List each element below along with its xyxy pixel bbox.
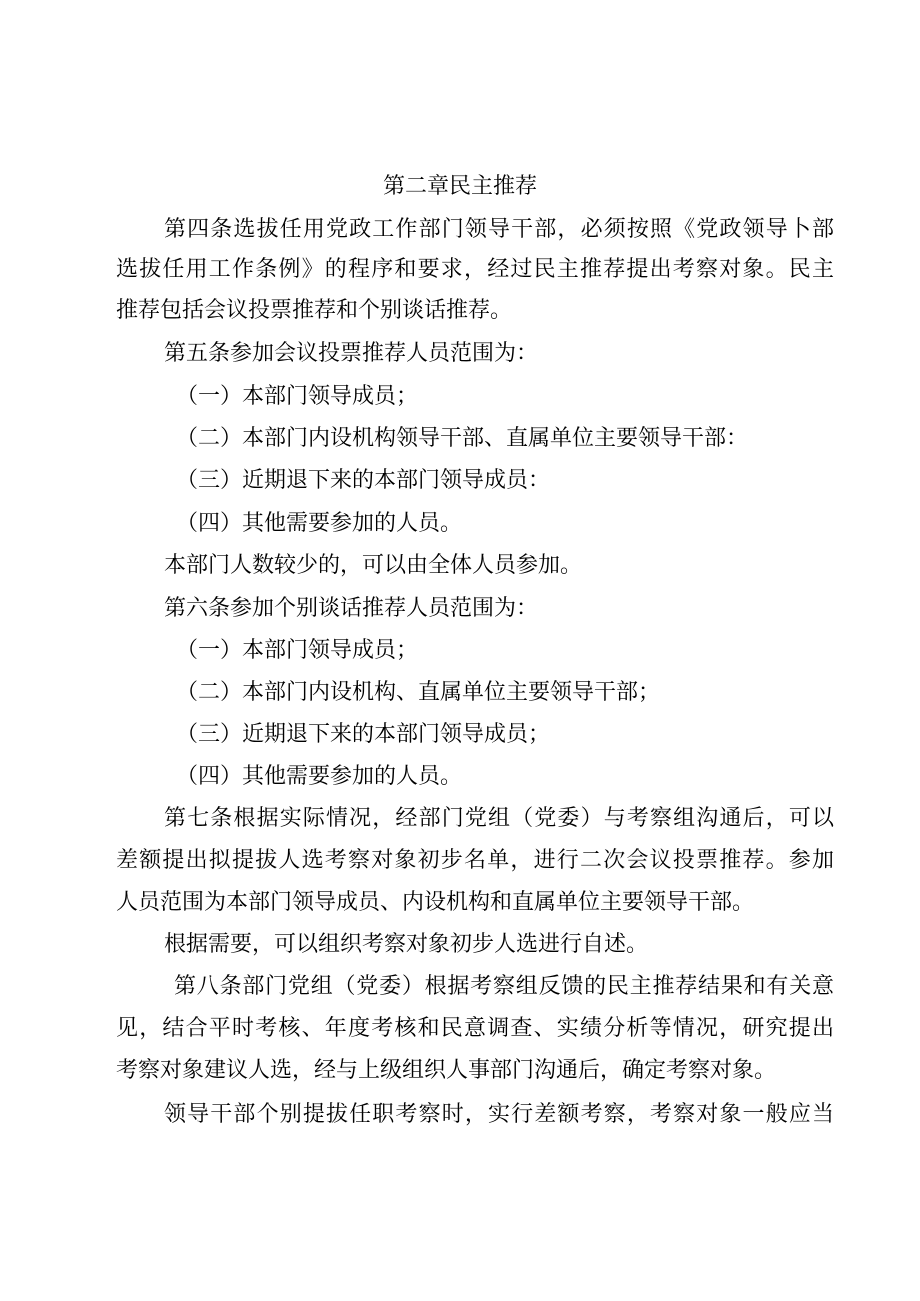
list-item: （二）本部门内设机构、直属单位主要领导干部；	[176, 680, 661, 705]
list-item: （四）其他需要参加的人员。	[176, 764, 463, 789]
paragraph-line: 第四条选拔任用党政工作部门领导干部，必须按照《党政领导卜部	[164, 217, 834, 242]
list-item: （一）本部门领导成员；	[176, 384, 419, 409]
paragraph-line: 第五条参加会议投票推荐人员范围为：	[164, 341, 539, 366]
chapter-title: 第二章民主推荐	[382, 174, 537, 199]
paragraph-line: 根据需要，可以组织考察对象初步人选进行自述。	[164, 932, 649, 957]
paragraph-line: 差额提出拟提拔人选考察对象初步名单，进行二次会议投票推荐。参加	[116, 848, 834, 873]
paragraph-line: 第八条部门党组（党委）根据考察组反馈的民主推荐结果和有关意	[174, 974, 834, 999]
paragraph-line: 推荐包括会议投票推荐和个别谈话推荐。	[116, 298, 513, 323]
paragraph-line: 本部门人数较少的，可以由全体人员参加。	[164, 553, 583, 578]
paragraph-line: 选拔任用工作条例》的程序和要求，经过民主推荐提出考察对象。民主	[116, 257, 834, 282]
list-item: （一）本部门领导成员；	[176, 638, 419, 663]
list-item: （二）本部门内设机构领导干部、直属单位主要领导干部：	[176, 426, 749, 451]
paragraph-line: 考察对象建议人选，经与上级组织人事部门沟通后，确定考察对象。	[116, 1058, 777, 1083]
paragraph-line: 见，结合平时考核、年度考核和民意调查、实绩分析等情况，研究提出	[116, 1016, 834, 1041]
list-item: （四）其他需要参加的人员。	[176, 511, 463, 536]
list-item: （三）近期退下来的本部门领导成员：	[176, 468, 551, 493]
paragraph-line: 第六条参加个别谈话推荐人员范围为：	[164, 596, 539, 621]
paragraph-line: 领导干部个别提拔任职考察时，实行差额考察，考察对象一般应当	[164, 1102, 834, 1127]
paragraph-line: 人员范围为本部门领导成员、内设机构和直属单位主要领导干部。	[116, 890, 755, 915]
list-item: （三）近期退下来的本部门领导成员；	[176, 722, 551, 747]
paragraph-line: 第七条根据实际情况，经部门党组（党委）与考察组沟通后，可以	[164, 806, 834, 831]
